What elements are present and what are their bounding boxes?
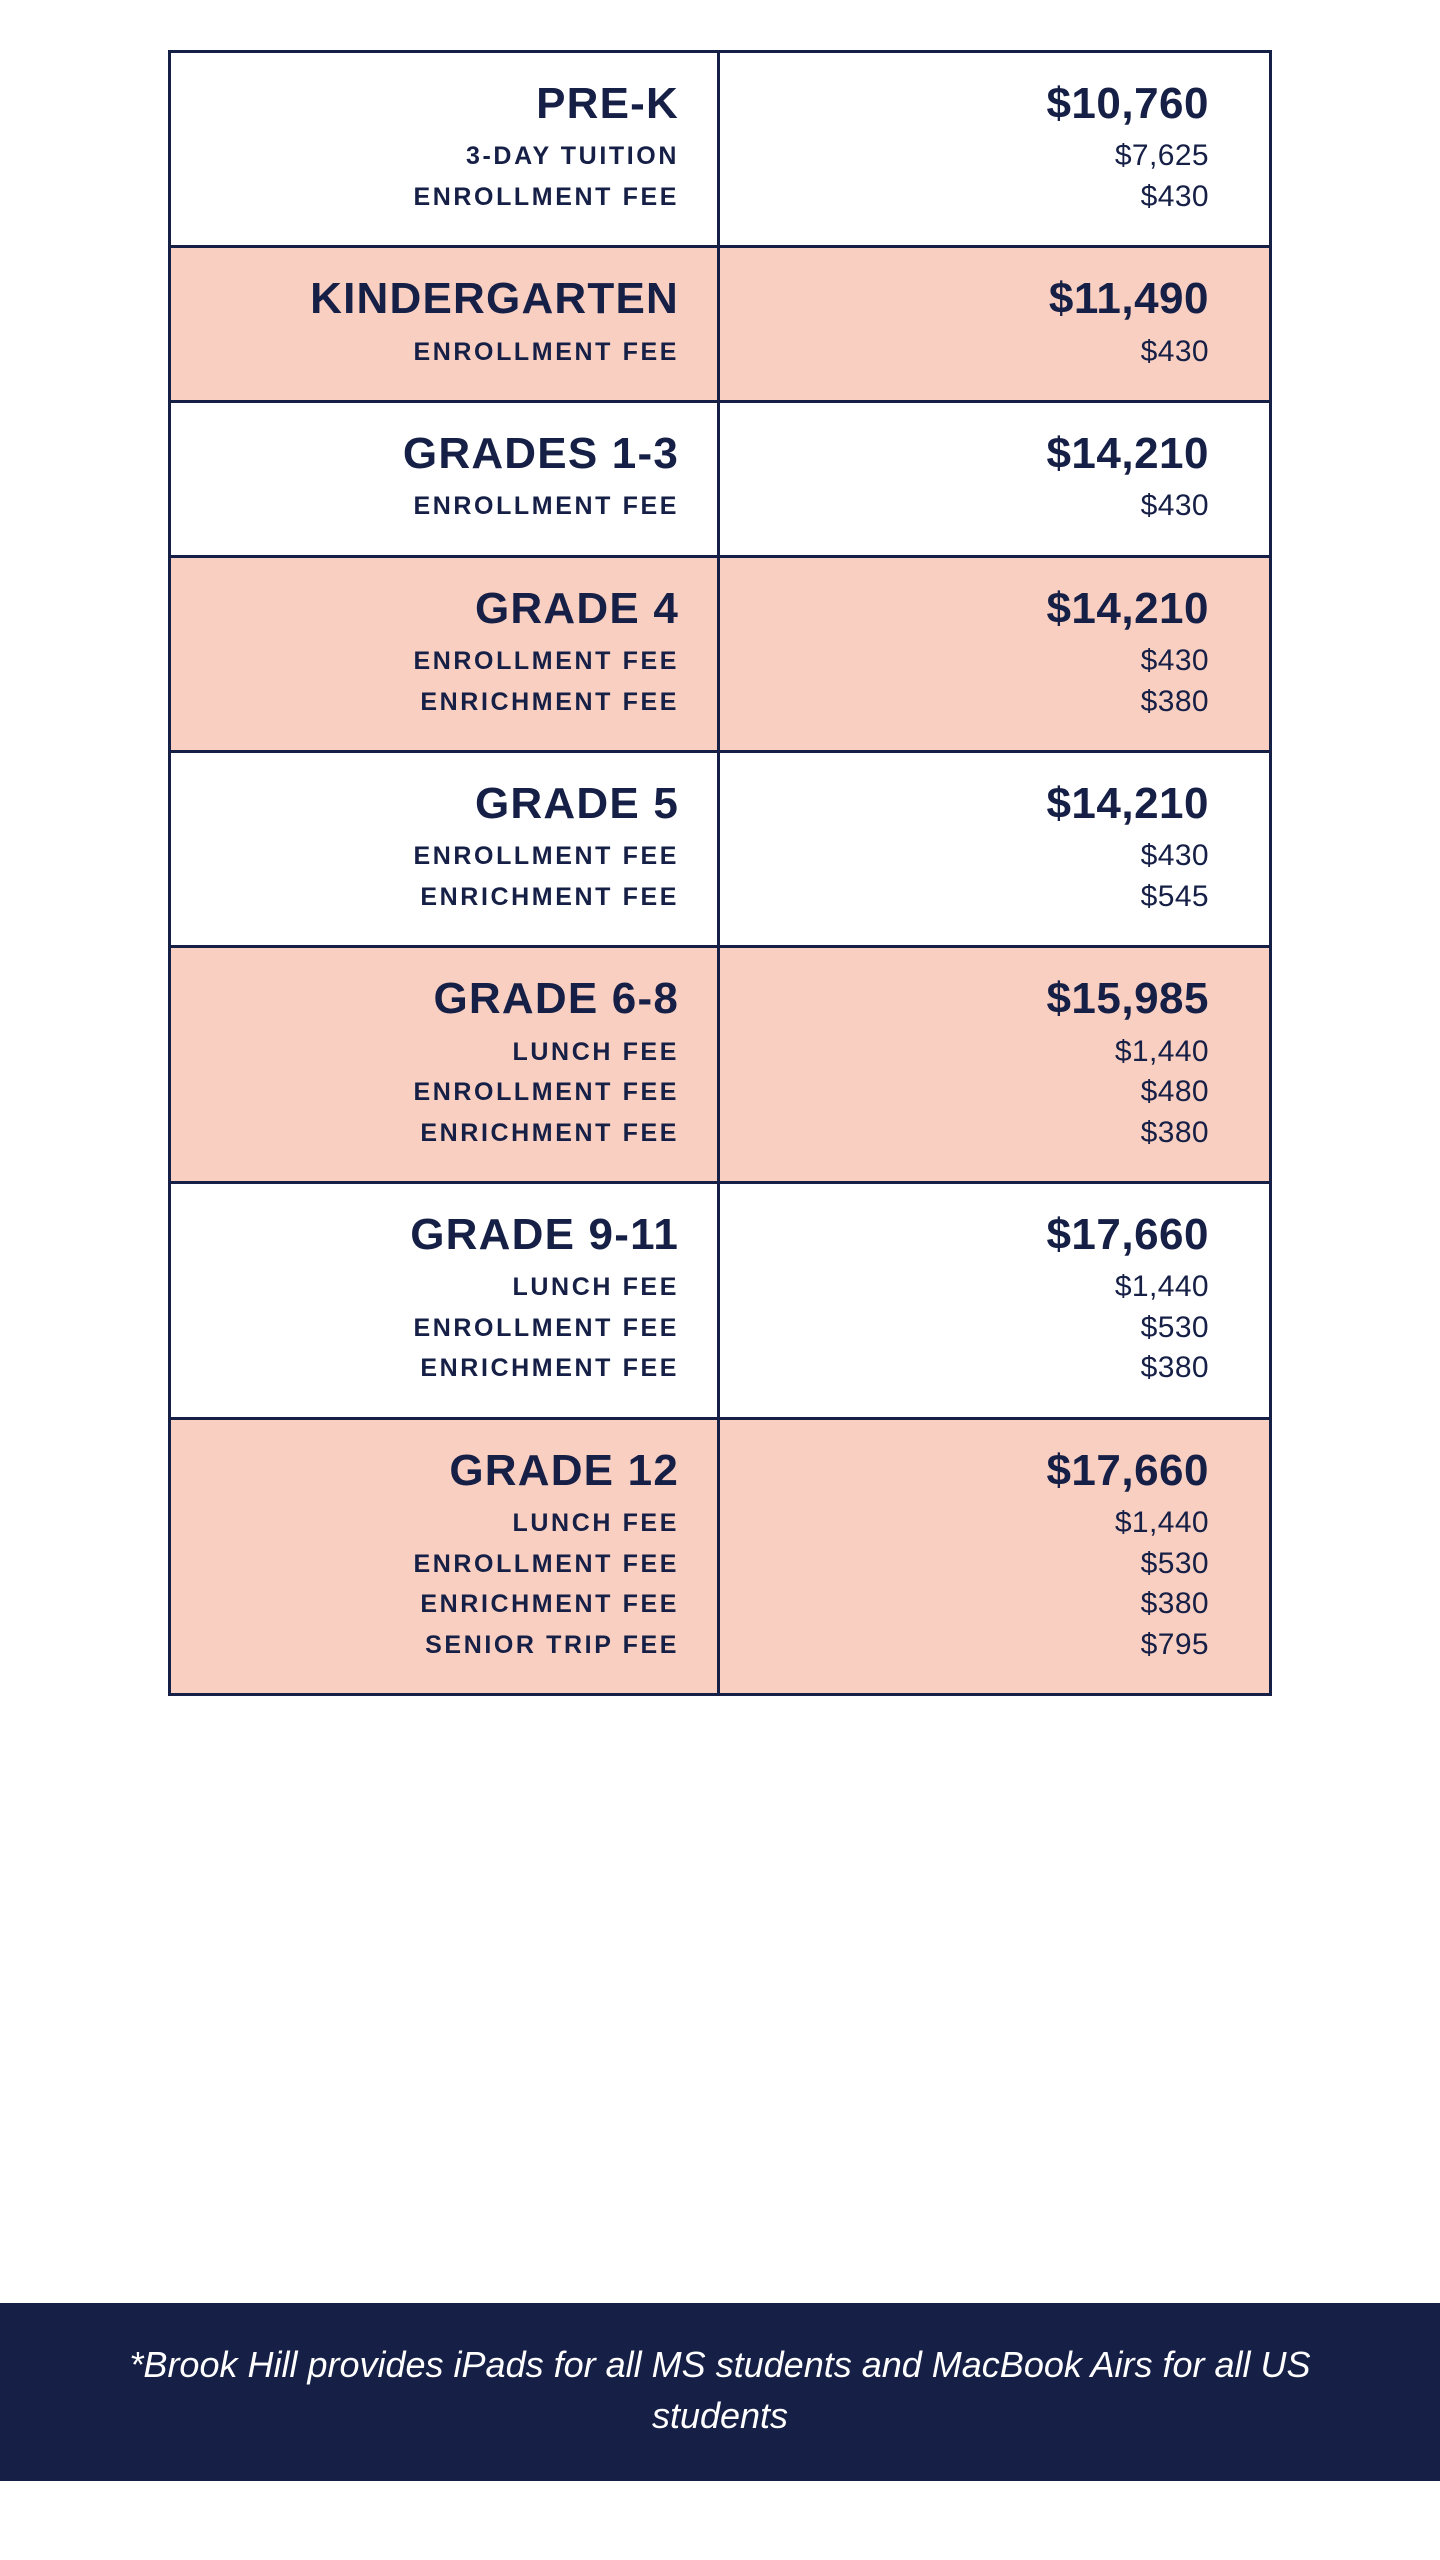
fee-label: ENRICHMENT FEE	[420, 1118, 679, 1147]
tier-cell	[171, 403, 720, 555]
fee-label: ENROLLMENT FEE	[413, 1313, 679, 1342]
fee-label: ENRICHMENT FEE	[420, 1354, 679, 1383]
price-cell	[720, 753, 1269, 945]
fee-value: $530	[1140, 1546, 1209, 1580]
tier-amount: $17,660	[1046, 1210, 1209, 1260]
fee-value: $380	[1140, 1115, 1209, 1149]
fee-label: ENROLLMENT FEE	[413, 842, 679, 871]
fee-label: ENRICHMENT FEE	[420, 687, 679, 716]
table-row	[171, 248, 1269, 403]
price-cell	[720, 248, 1269, 400]
fee-value: $430	[1140, 644, 1209, 678]
fee-value: $480	[1140, 1075, 1209, 1109]
fee-value: $430	[1140, 489, 1209, 523]
fee-label: ENROLLMENT FEE	[413, 182, 679, 211]
fee-label: ENRICHMENT FEE	[420, 1590, 679, 1619]
fee-label: 3-DAY TUITION	[466, 142, 679, 171]
tier-amount: $15,985	[1046, 974, 1209, 1024]
fee-label: ENROLLMENT FEE	[413, 492, 679, 521]
fee-label: LUNCH FEE	[512, 1509, 679, 1538]
tier-amount: $14,210	[1046, 429, 1209, 479]
table-row	[171, 1420, 1269, 1693]
fee-label: ENRICHMENT FEE	[420, 882, 679, 911]
fee-label: ENROLLMENT FEE	[413, 1549, 679, 1578]
tier-name: GRADE 4	[475, 583, 679, 633]
tier-amount: $17,660	[1046, 1445, 1209, 1495]
table-row	[171, 403, 1269, 558]
tier-cell	[171, 558, 720, 750]
table-row	[171, 948, 1269, 1184]
tier-cell	[171, 753, 720, 945]
fee-value: $545	[1140, 879, 1209, 913]
fee-value: $1,440	[1114, 1270, 1209, 1304]
fee-value: $430	[1140, 179, 1209, 213]
fee-value: $1,440	[1114, 1506, 1209, 1540]
fee-label: ENROLLMENT FEE	[413, 337, 679, 366]
tuition-table	[168, 50, 1272, 1696]
tier-name: GRADE 6-8	[433, 974, 679, 1024]
table-row	[171, 558, 1269, 753]
fee-label: LUNCH FEE	[512, 1273, 679, 1302]
fee-value: $1,440	[1114, 1034, 1209, 1068]
price-cell	[720, 53, 1269, 245]
footnote-banner	[0, 2303, 1440, 2481]
table-row	[171, 53, 1269, 248]
tier-cell	[171, 948, 720, 1181]
tier-amount: $11,490	[1048, 274, 1209, 324]
fee-value: $380	[1140, 1587, 1209, 1621]
tier-amount: $14,210	[1046, 779, 1209, 829]
fee-value: $7,625	[1114, 139, 1209, 173]
fee-label: SENIOR TRIP FEE	[425, 1630, 679, 1659]
footnote-text: *Brook Hill provides iPads for all MS students and MacBook Airs for all US students	[129, 2344, 1311, 2437]
tier-name: KINDERGARTEN	[310, 274, 679, 324]
fee-value: $795	[1140, 1627, 1209, 1661]
tier-cell	[171, 53, 720, 245]
fee-value: $430	[1140, 839, 1209, 873]
fee-value: $380	[1140, 1351, 1209, 1385]
price-cell	[720, 1420, 1269, 1693]
fee-label: ENROLLMENT FEE	[413, 647, 679, 676]
fee-label: ENROLLMENT FEE	[413, 1078, 679, 1107]
table-row	[171, 1184, 1269, 1420]
tier-name: GRADES 1-3	[402, 429, 679, 479]
tier-name: GRADE 9-11	[410, 1210, 679, 1260]
fee-label: LUNCH FEE	[512, 1037, 679, 1066]
table-row	[171, 753, 1269, 948]
fee-value: $530	[1140, 1310, 1209, 1344]
tier-name: GRADE 12	[449, 1445, 679, 1495]
tier-amount: $14,210	[1046, 583, 1209, 633]
price-cell	[720, 948, 1269, 1181]
tier-cell	[171, 248, 720, 400]
fee-value: $430	[1140, 334, 1209, 368]
fee-value: $380	[1140, 684, 1209, 718]
price-cell	[720, 558, 1269, 750]
price-cell	[720, 1184, 1269, 1417]
tier-amount: $10,760	[1046, 79, 1209, 128]
tier-name: GRADE 5	[475, 779, 679, 829]
tier-name: PRE-K	[536, 79, 679, 128]
price-cell	[720, 403, 1269, 555]
tier-cell	[171, 1420, 720, 1693]
tier-cell	[171, 1184, 720, 1417]
